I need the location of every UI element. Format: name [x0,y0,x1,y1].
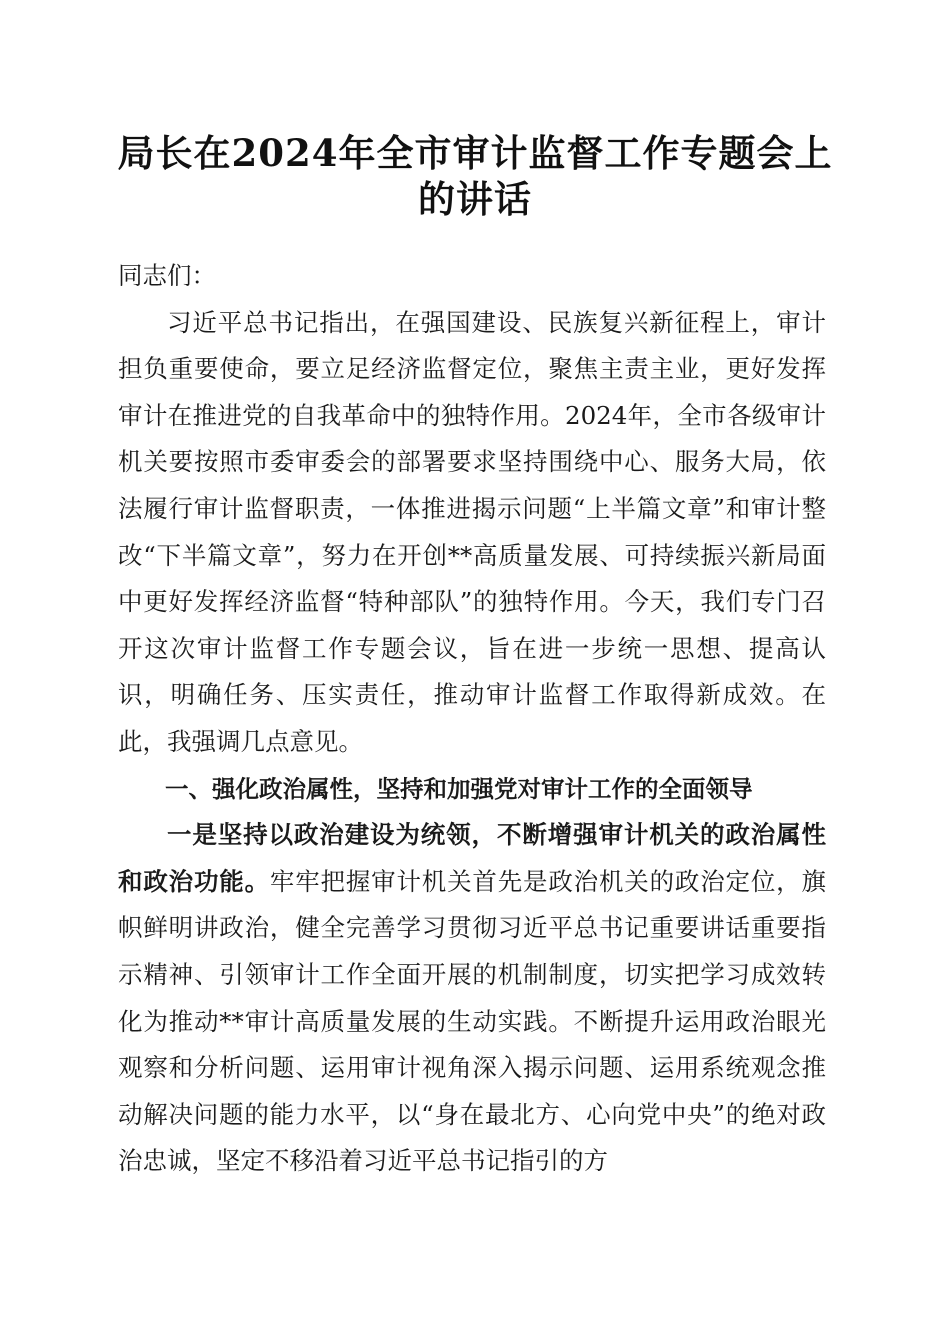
document-title: 局长在2024年全市审计监督工作专题会上的讲话 [117,131,833,221]
point-one-paragraph [118,812,826,1185]
intro-paragraph: 习近平总书记指出，在强国建设、民族复兴新征程上，审计担负重要使命，要立足经济监督定位，聚焦主责主业，更好发挥审计在推进党的自我革命中的独特作用。2024年，全市各级审计机关要按照市委审委会的部署要求坚持围绕中心、服务大局，依法履行审计监督职责，一体推进揭示问题“上半篇文章”和审计整改“下半篇文章”，努力在开创**高质量发展、可持续振兴新局面中更好发挥经济监督“特种部队”的独特作用。今天，我们专门召开这次审计监督工作专题会议，旨在进一步统一思想、提高认识，明确任务、压实责任，推动审计监督工作取得新成效。在此，我强调几点意见。 [118,307,826,756]
section-heading: 一、强化政治属性，坚持和加强党对审计工作的全面领导 [165,774,753,803]
document-body [118,253,826,1185]
salutation: 同志们： [118,261,216,290]
point-one-lead: 一是坚持以政治建设为统领，不断增强审计机关的政治属性和政治功能。 [118,820,826,896]
point-one-body: 牢牢把握审计机关首先是政治机关的政治定位，旗帜鲜明讲政治，健全完善学习贯彻习近平总书记重要讲话重要指示精神、引领审计工作全面开展的机制制度，切实把学习成效转化为推动**审计高质量发展的生动实践。不断提升运用政治眼光观察和分析问题、运用审计视角深入揭示问题、运用系统观念推动解决问题的能力水平，以“身在最北方、心向党中央”的绝对政治忠诚，坚定不移沿着习近平总书记指引的方 [118,866,826,1176]
